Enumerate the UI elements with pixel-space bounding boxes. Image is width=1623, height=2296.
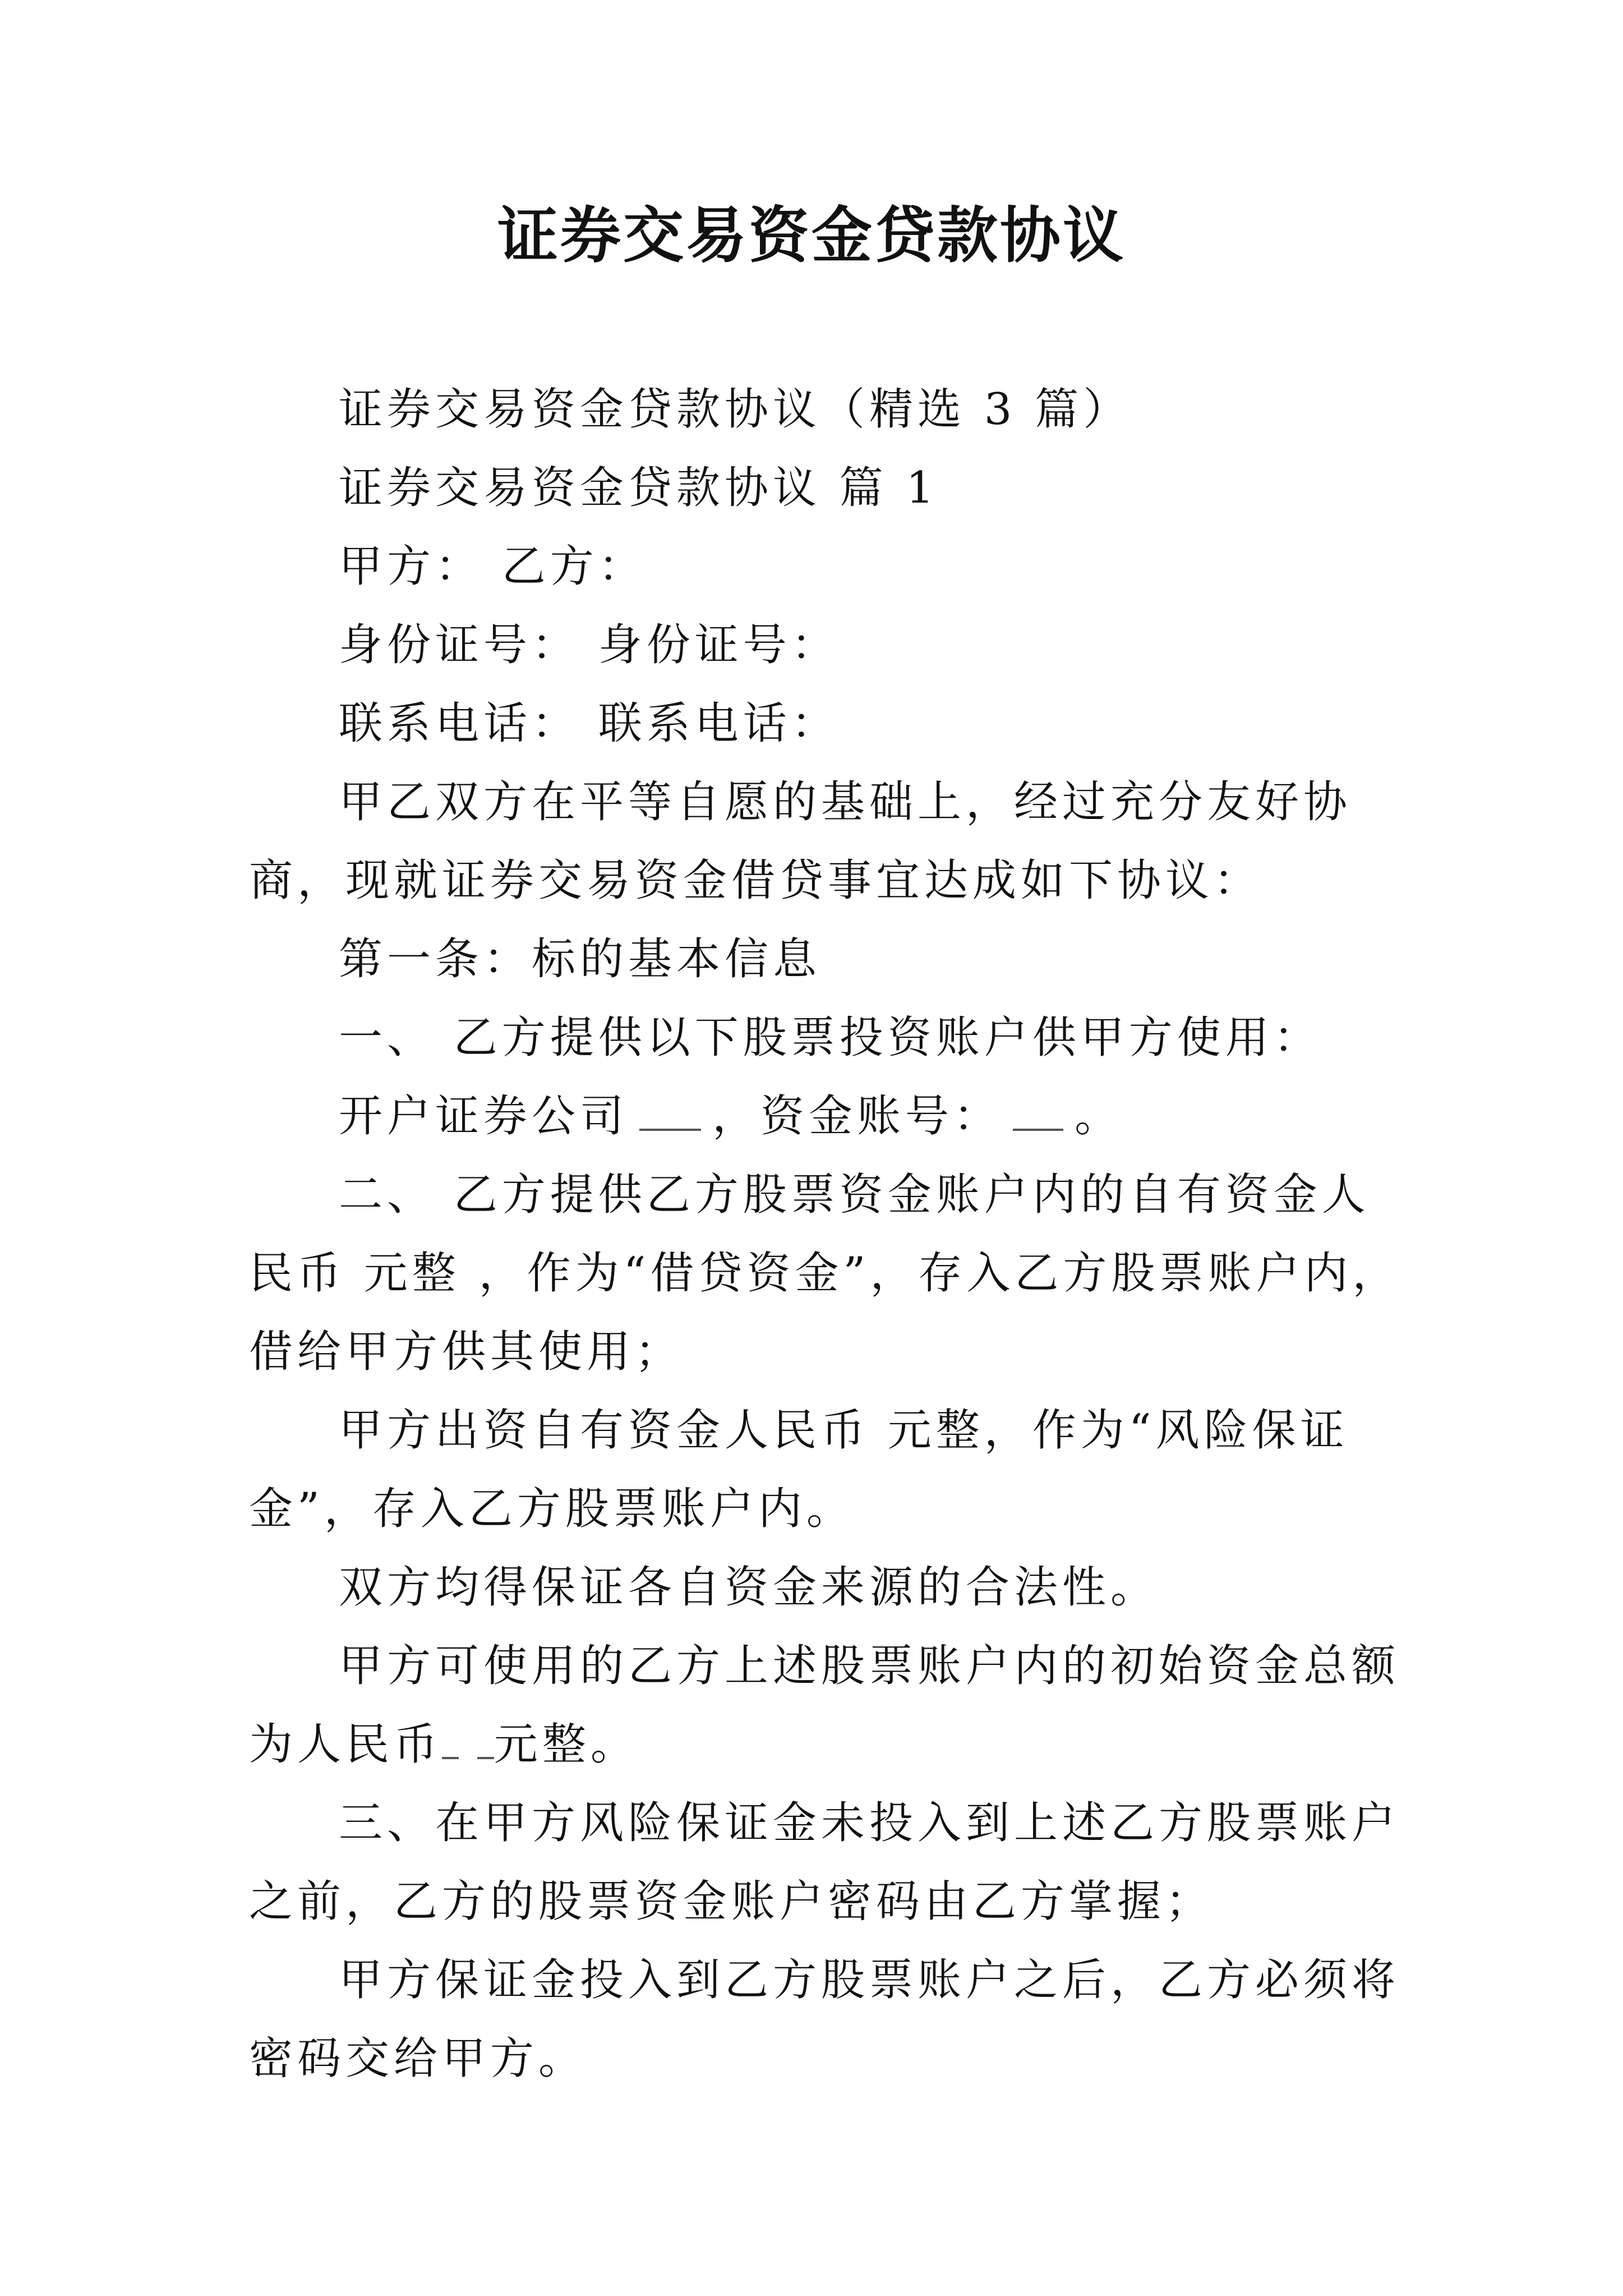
paragraph-legality: 双方均得保证各自资金来源的合法性。 xyxy=(339,1562,1159,1613)
paragraph-subtitle: 证券交易资金贷款协议（精选 3 篇） xyxy=(339,384,1132,435)
paragraph-article-one: 第一条：标的基本信息 xyxy=(339,934,822,984)
blank-line xyxy=(639,1089,701,1131)
initial-funds-unit: 元整。 xyxy=(494,1719,639,1770)
paragraph-section-heading: 证券交易资金贷款协议 篇 1 xyxy=(339,463,939,513)
initial-funds-text: 甲方可使用的乙方上述股票账户内的初始资金总额为人民币 xyxy=(249,1641,1400,1770)
paragraph-preamble: 甲乙双方在平等自愿的基础上，经过充分友好协商，现就证券交易资金借贷事宜达成如下协议： xyxy=(249,777,1352,906)
paragraph-parties: 甲方： 乙方： xyxy=(339,541,647,592)
blank-line xyxy=(477,1718,494,1759)
blank-line xyxy=(1013,1089,1063,1131)
paragraph-clause-three: 三、在甲方风险保证金未投入到上述乙方股票账户之前，乙方的股票资金账户密码由乙方掌握； xyxy=(249,1798,1400,1927)
paragraph-clause-one: 一、 乙方提供以下股票投资账户供甲方使用： xyxy=(339,1013,1322,1063)
blank-line xyxy=(442,1718,459,1759)
account-company-label: 开户证券公司 xyxy=(339,1091,629,1142)
document-title: 证券交易资金贷款协议 xyxy=(497,200,1126,271)
paragraph-risk-deposit: 甲方出资自有资金人民币 元整，作为“风险保证金”，存入乙方股票账户内。 xyxy=(249,1405,1349,1534)
document-body xyxy=(249,370,1404,2098)
paragraph-account-info xyxy=(249,1077,1404,1156)
paragraph-id-numbers: 身份证号： 身份证号： xyxy=(339,620,840,670)
paragraph-password-handover: 甲方保证金投入到乙方股票账户之后，乙方必须将密码交给甲方。 xyxy=(249,1955,1400,2084)
paragraph-clause-two: 二、 乙方提供乙方股票资金账户内的自有资金人民币 元整 ，作为“借贷资金”，存入乙方股票账户内，借给甲方供其使用； xyxy=(249,1170,1401,1377)
account-number-label: ，资金账号： xyxy=(712,1091,1002,1142)
paragraph-initial-funds xyxy=(249,1627,1404,1784)
account-end-mark: 。 xyxy=(1075,1091,1123,1142)
paragraph-phone-numbers: 联系电话： 联系电话： xyxy=(339,698,840,749)
